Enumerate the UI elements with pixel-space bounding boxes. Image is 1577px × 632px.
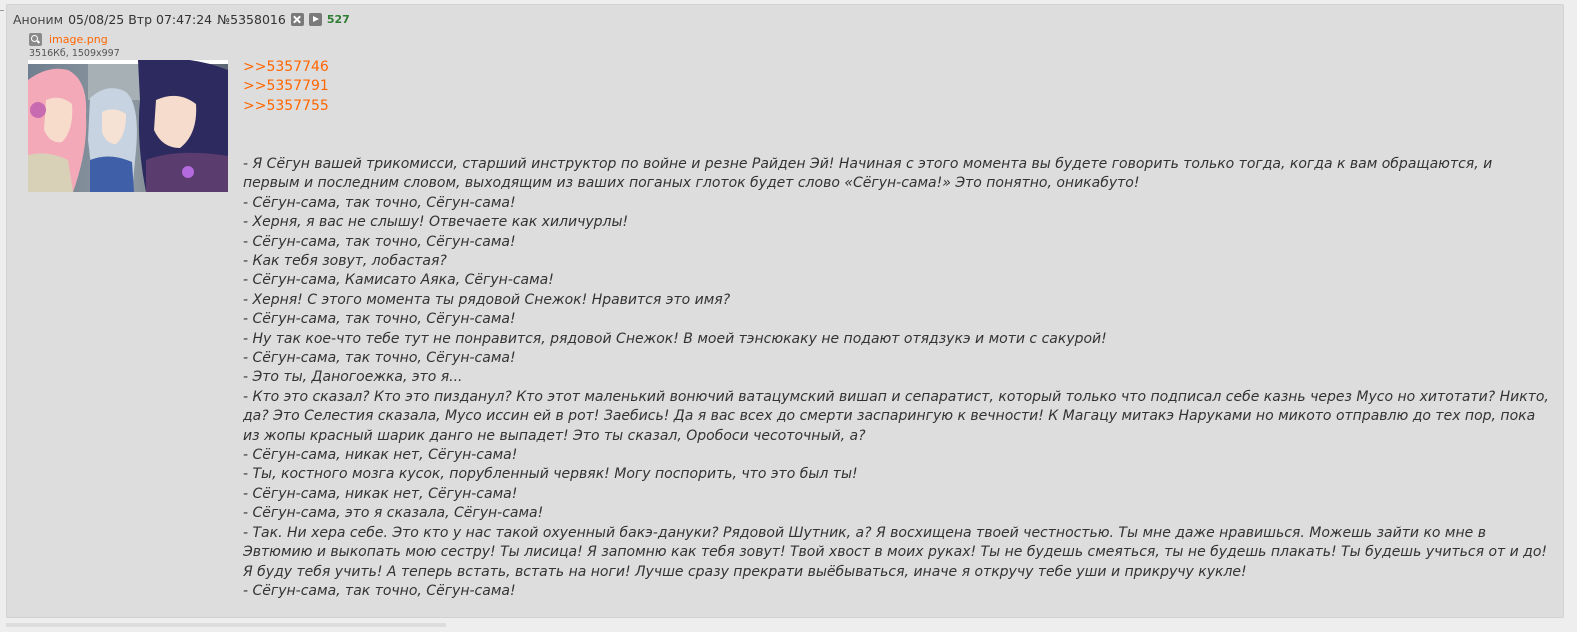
message-line: - Сёгун-сама, так точно, Сёгун-сама!: [243, 350, 516, 367]
message-line: - Сёгун-сама, никак нет, Сёгун-сама!: [243, 485, 518, 502]
file-info: [29, 32, 108, 46]
search-icon[interactable]: [29, 33, 42, 46]
post-author: Аноним: [13, 11, 64, 27]
post-body: [243, 155, 1553, 601]
play-icon[interactable]: [309, 13, 322, 26]
message-line: - Херня, я вас не слышу! Отвечаете как хиличурлы!: [243, 214, 629, 231]
reply-link[interactable]: >>5357791: [243, 78, 329, 95]
post: [6, 4, 1564, 618]
post-message: [243, 58, 1553, 601]
post-count: 527: [326, 12, 350, 26]
message-line: - Сёгун-сама, никак нет, Сёгун-сама!: [243, 447, 518, 464]
message-line: - Сёгун-сама, так точно, Сёгун-сама!: [243, 194, 516, 211]
message-line: - Как тебя зовут, лобастая?: [243, 253, 447, 269]
file-name-link[interactable]: image.png: [49, 32, 108, 46]
message-line: - Это ты, Даногоежка, это я...: [243, 369, 463, 386]
message-line: - Херня! С этого момента ты рядовой Снежок! Нравится это имя?: [243, 291, 731, 308]
message-line: - Сёгун-сама, так точно, Сёгун-сама!: [243, 311, 516, 328]
reply-link[interactable]: >>5357746: [243, 59, 329, 75]
close-icon[interactable]: [291, 13, 304, 26]
file-meta: 3516Кб, 1509x997: [29, 48, 120, 59]
divider: [6, 623, 446, 627]
message-line: - Сёгун-сама, так точно, Сёгун-сама!: [243, 582, 516, 599]
post-date: 05/08/25 Втр 07:47:24: [68, 11, 213, 27]
message-line: - Так. Ни хера себе. Это кто у нас такой охуенный бакэ-дануки? Рядовой Шутник, а? Я восхищена твоей честностью. Ты мне даже нравишься. Можешь зайти ко мне в Эвтюмию и выкопать мою сестру! Ты лисица! Я запомню как тебя зовут! Твой хвост в моих руках! Ты не будешь смеяться, ты не будешь плакать! Ты будешь учиться от и до! Я буду тебя учить! А теперь встать, встать на ноги! Лучше сразу прекрати выёбываться, иначе я откручу тебе уши и прикручу кукле!: [243, 524, 1548, 580]
message-line: - Сёгун-сама, так точно, Сёгун-сама!: [243, 233, 516, 250]
message-line: - Ты, костного мозга кусок, порубленный червяк! Могу поспорить, что это был ты!: [243, 466, 858, 483]
message-line: - Кто это сказал? Кто это пизданул? Кто этот маленький вонючий ватацумский вишап и сепаратист, который только что подписал себе казнь через Мусо но хитотати? Никто, да? Это Селестия сказала, Мусо иссин ей в рот! Заебись! Да я вас всех до смерти заспарингую к вечности! К Магацу митакэ Наруками но микото отправлю до тех пор, пока из жопы красный шарик данго не выпадет! Это ты сказал, Оробоси чесоточный, а?: [243, 388, 1549, 444]
attachment-thumbnail[interactable]: [28, 60, 228, 192]
divider: [0, 10, 4, 11]
message-line: - Сёгун-сама, это я сказала, Сёгун-сама!: [243, 505, 544, 522]
message-line: - Сёгун-сама, Камисато Аяка, Сёгун-сама!: [243, 272, 554, 289]
post-number[interactable]: №5358016: [217, 11, 286, 27]
message-line: - Ну так кое-что тебе тут не понравится, рядовой Снежок! В моей тэнсюкаку не подают отядзукэ и моти с сакурой!: [243, 330, 1107, 347]
message-line: - Я Сёгун вашей трикомисси, старший инструктор по войне и резне Райден Эй! Начиная с этого момента вы будете говорить только тогда, когда к вам обращаются, и первым и последним словом, выходящим из ваших поганых глоток будет слово «Сёгун-сама!» Это понятно, оникабуто!: [243, 155, 1493, 192]
post-header: [13, 11, 350, 27]
reply-link[interactable]: >>5357755: [243, 97, 329, 114]
